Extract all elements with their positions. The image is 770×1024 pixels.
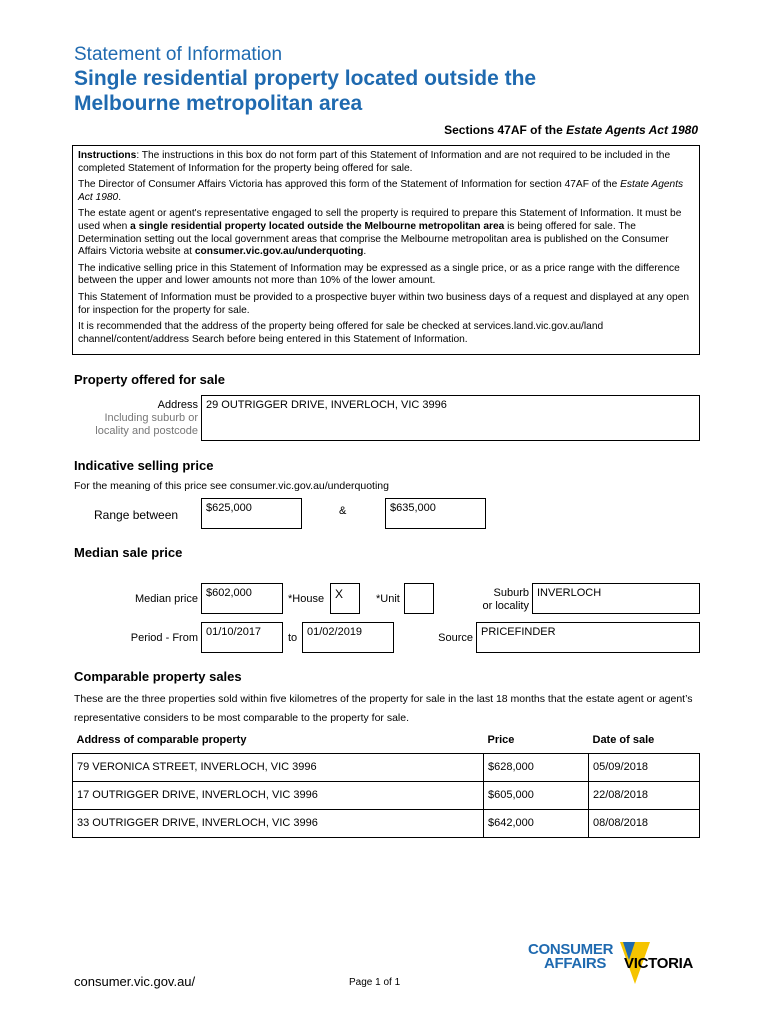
instr-p1-text: : The instructions in this box do not form part of this Statement of Information and are not required to be included in the completed Statement of Information for the property being offered for sale. — [78, 150, 671, 174]
address-field[interactable]: 29 OUTRIGGER DRIVE, INVERLOCH, VIC 3996 — [201, 395, 700, 441]
comp-price[interactable]: $605,000 — [484, 781, 589, 809]
indicative-note: For the meaning of this price see consumer.vic.gov.au/underquoting — [74, 480, 389, 492]
address-label-main: Address — [157, 399, 198, 411]
instr-p5: This Statement of Information must be provided to a prospective buyer within two business days of a request and displayed at any open for inspection for the property for sale. — [78, 291, 690, 316]
instr-p1 — [78, 150, 694, 175]
comp-address[interactable]: 79 VERONICA STREET, INVERLOCH, VIC 3996 — [73, 753, 484, 781]
table-row — [73, 753, 700, 781]
logo-line-2: AFFAIRS — [544, 955, 607, 972]
title-line-1: Single residential property located outside the — [74, 67, 537, 90]
unit-checkbox[interactable] — [404, 583, 434, 614]
footer-url[interactable]: consumer.vic.gov.au/ — [74, 974, 196, 989]
table-header-row — [73, 728, 700, 753]
instr-p2 — [78, 179, 694, 204]
median-price-field[interactable]: $602,000 — [201, 583, 283, 614]
instr-p3-a: The estate agent or agent's representative engaged to sell the property is required to prepare this Statement of Information. It must be used when — [78, 208, 682, 232]
instr-p6: It is recommended that the address of the property being offered for sale be checked at services.land.vic.gov.au/land channel/content/address Search before being entered in this Statement of Information. — [78, 321, 604, 345]
sections-prefix: Sections 47AF of the — [444, 123, 567, 137]
instr-p2-act: Estate Agents Act 1980 — [78, 179, 684, 203]
consumer-affairs-victoria-logo — [528, 940, 708, 990]
range-label: Range between — [94, 508, 179, 522]
form-eyebrow: Statement of Information — [74, 44, 283, 65]
comparable-heading: Comparable property sales — [74, 669, 242, 684]
instr-p3 — [78, 208, 694, 258]
instructions-box — [72, 145, 700, 355]
period-to-field[interactable]: 01/02/2019 — [302, 622, 394, 653]
comp-date[interactable]: 22/08/2018 — [589, 781, 700, 809]
suburb-label — [448, 587, 529, 613]
comp-address[interactable]: 17 OUTRIGGER DRIVE, INVERLOCH, VIC 3996 — [73, 781, 484, 809]
comp-address[interactable]: 33 OUTRIGGER DRIVE, INVERLOCH, VIC 3996 — [73, 809, 484, 837]
table-row — [73, 781, 700, 809]
median-price-label: Median price — [135, 593, 198, 605]
col-price-header: Price — [487, 734, 515, 747]
instr-p3-end: . — [363, 246, 367, 258]
page-number: Page 1 of 1 — [349, 977, 401, 988]
price-low-field[interactable]: $625,000 — [201, 498, 302, 529]
instr-p2-end: . — [118, 191, 122, 203]
comp-price[interactable]: $642,000 — [484, 809, 589, 837]
instr-label: Instructions — [78, 150, 137, 161]
col-address-header: Address of comparable property — [76, 734, 247, 747]
house-label: *House — [288, 593, 325, 605]
house-checkbox[interactable]: X — [330, 583, 360, 614]
property-heading: Property offered for sale — [74, 372, 225, 387]
comparable-intro: These are the three properties sold within five kilometres of the property for sale in the last 18 months that the estate agent or agent’s representative considers to be most comparable to the property for sale. — [74, 693, 693, 724]
price-high-field[interactable]: $635,000 — [385, 498, 486, 529]
sections-reference — [444, 123, 698, 137]
instr-p3-b: is being offered for sale. The Determination setting out the local government areas that comprise the Melbourne metropolitan area is published on the Consumer Affairs Victoria website at — [78, 220, 669, 258]
address-label-sub2: locality and postcode — [95, 425, 198, 437]
sections-act: Estate Agents Act 1980 — [566, 123, 698, 137]
period-from-field[interactable]: 01/10/2017 — [201, 622, 283, 653]
address-label — [72, 399, 198, 438]
address-label-sub1: Including suburb or — [104, 412, 198, 424]
range-ampersand: & — [339, 505, 347, 517]
comp-date[interactable]: 08/08/2018 — [589, 809, 700, 837]
suburb-label-1: Suburb — [493, 587, 529, 599]
indicative-heading: Indicative selling price — [74, 458, 214, 473]
source-label: Source — [438, 632, 473, 644]
unit-label: *Unit — [376, 593, 400, 605]
form-title — [74, 66, 674, 116]
table-row — [73, 809, 700, 837]
period-from-label: Period - From — [130, 632, 198, 644]
suburb-field[interactable]: INVERLOCH — [532, 583, 700, 614]
median-heading: Median sale price — [74, 545, 183, 560]
instr-p3-bold: a single residential property located outside the Melbourne metropolitan area — [130, 220, 505, 232]
instr-p4: The indicative selling price in this Statement of Information may be expressed as a single price, or as a price range with the difference between the upper and lower amounts not more than 10% of the lower amount. — [78, 262, 680, 287]
col-date-header: Date of sale — [592, 734, 655, 747]
comp-date[interactable]: 05/09/2018 — [589, 753, 700, 781]
logo-line-3: VICTORIA — [624, 955, 693, 972]
source-field[interactable]: PRICEFINDER — [476, 622, 700, 653]
suburb-label-2: or locality — [482, 600, 529, 612]
logo-line-1: CONSUMER — [528, 941, 614, 958]
period-to-label: to — [288, 632, 298, 644]
instr-p3-url[interactable]: consumer.vic.gov.au/underquoting — [194, 246, 364, 258]
comparable-table — [72, 728, 700, 838]
title-line-2: Melbourne metropolitan area — [74, 92, 363, 115]
instr-p2-text: The Director of Consumer Affairs Victoria has approved this form of the Statement of Information for section 47AF of the — [78, 179, 621, 191]
comp-price[interactable]: $628,000 — [484, 753, 589, 781]
